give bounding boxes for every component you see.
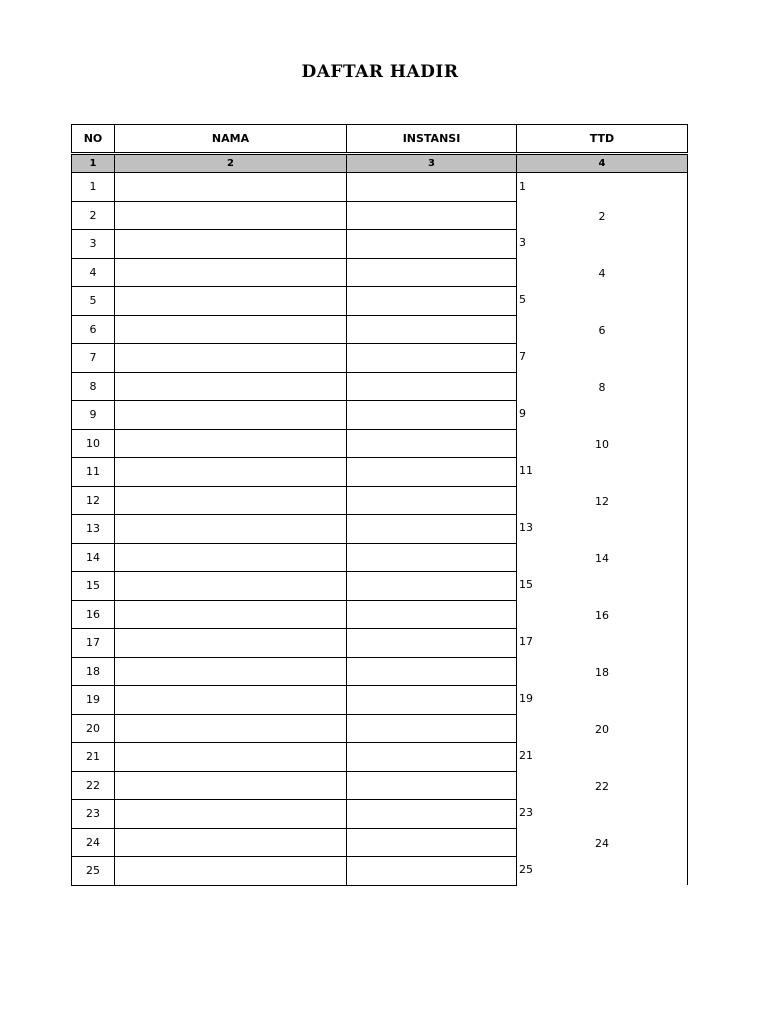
instansi-cell[interactable] xyxy=(347,572,517,601)
table-row xyxy=(72,486,688,515)
instansi-cell[interactable] xyxy=(347,629,517,658)
nama-cell[interactable] xyxy=(115,287,347,316)
instansi-cell[interactable] xyxy=(347,315,517,344)
row-number: 1 xyxy=(72,173,115,202)
column-number: 4 xyxy=(517,154,688,173)
row-number: 13 xyxy=(72,515,115,544)
ttd-cell[interactable] xyxy=(517,315,688,344)
row-number: 2 xyxy=(72,201,115,230)
instansi-cell[interactable] xyxy=(347,458,517,487)
table-row xyxy=(72,714,688,743)
nama-cell[interactable] xyxy=(115,686,347,715)
table-row xyxy=(72,515,688,544)
ttd-cell[interactable] xyxy=(517,230,688,259)
instansi-cell[interactable] xyxy=(347,258,517,287)
ttd-cell[interactable] xyxy=(517,258,688,287)
table-body xyxy=(72,173,688,886)
ttd-cell[interactable] xyxy=(517,572,688,601)
ttd-cell[interactable] xyxy=(517,429,688,458)
row-number: 7 xyxy=(72,344,115,373)
ttd-number: 23 xyxy=(519,806,533,820)
instansi-cell[interactable] xyxy=(347,486,517,515)
table-row xyxy=(72,743,688,772)
row-number: 22 xyxy=(72,771,115,800)
instansi-cell[interactable] xyxy=(347,543,517,572)
nama-cell[interactable] xyxy=(115,372,347,401)
table-row xyxy=(72,429,688,458)
nama-cell[interactable] xyxy=(115,344,347,373)
instansi-cell[interactable] xyxy=(347,714,517,743)
instansi-cell[interactable] xyxy=(347,201,517,230)
nama-cell[interactable] xyxy=(115,230,347,259)
ttd-cell[interactable] xyxy=(517,686,688,715)
table-row xyxy=(72,458,688,487)
table-row xyxy=(72,401,688,430)
instansi-cell[interactable] xyxy=(347,515,517,544)
ttd-number: 11 xyxy=(519,464,533,478)
row-number: 25 xyxy=(72,857,115,886)
ttd-cell[interactable] xyxy=(517,828,688,857)
ttd-number: 19 xyxy=(519,692,533,706)
header-ttd: TTD xyxy=(517,125,688,154)
ttd-number: 4 xyxy=(598,266,606,280)
nama-cell[interactable] xyxy=(115,401,347,430)
nama-cell[interactable] xyxy=(115,572,347,601)
ttd-cell[interactable] xyxy=(517,800,688,829)
column-number: 3 xyxy=(347,154,517,173)
row-number: 3 xyxy=(72,230,115,259)
ttd-number: 25 xyxy=(519,863,533,877)
nama-cell[interactable] xyxy=(115,828,347,857)
table-row xyxy=(72,771,688,800)
ttd-number: 14 xyxy=(595,551,609,565)
row-number: 16 xyxy=(72,600,115,629)
ttd-cell[interactable] xyxy=(517,600,688,629)
row-number: 8 xyxy=(72,372,115,401)
table-row xyxy=(72,344,688,373)
row-number: 12 xyxy=(72,486,115,515)
instansi-cell[interactable] xyxy=(347,771,517,800)
table-row xyxy=(72,287,688,316)
table-row xyxy=(72,173,688,202)
ttd-number: 8 xyxy=(598,380,606,394)
ttd-number: 13 xyxy=(519,521,533,535)
ttd-number: 17 xyxy=(519,635,533,649)
row-number: 14 xyxy=(72,543,115,572)
ttd-number: 9 xyxy=(519,407,526,421)
ttd-cell[interactable] xyxy=(517,714,688,743)
nama-cell[interactable] xyxy=(115,429,347,458)
nama-cell[interactable] xyxy=(115,486,347,515)
row-number: 9 xyxy=(72,401,115,430)
ttd-number: 12 xyxy=(595,494,609,508)
nama-cell[interactable] xyxy=(115,458,347,487)
ttd-cell[interactable] xyxy=(517,458,688,487)
table-row xyxy=(72,543,688,572)
nama-cell[interactable] xyxy=(115,800,347,829)
attendance-table xyxy=(71,124,688,886)
table-row xyxy=(72,686,688,715)
instansi-cell[interactable] xyxy=(347,173,517,202)
ttd-cell[interactable] xyxy=(517,372,688,401)
table-row xyxy=(72,600,688,629)
nama-cell[interactable] xyxy=(115,657,347,686)
ttd-number: 16 xyxy=(595,608,609,622)
ttd-number: 10 xyxy=(595,437,609,451)
table-row xyxy=(72,800,688,829)
ttd-number: 6 xyxy=(598,323,606,337)
ttd-cell[interactable] xyxy=(517,743,688,772)
instansi-cell[interactable] xyxy=(347,600,517,629)
ttd-number: 20 xyxy=(595,722,609,736)
header-instansi: INSTANSI xyxy=(347,125,517,154)
instansi-cell[interactable] xyxy=(347,230,517,259)
row-number: 5 xyxy=(72,287,115,316)
nama-cell[interactable] xyxy=(115,857,347,886)
instansi-cell[interactable] xyxy=(347,372,517,401)
instansi-cell[interactable] xyxy=(347,287,517,316)
table-row xyxy=(72,828,688,857)
document-title: DAFTAR HADIR xyxy=(301,62,459,82)
nama-cell[interactable] xyxy=(115,315,347,344)
row-number: 23 xyxy=(72,800,115,829)
instansi-cell[interactable] xyxy=(347,401,517,430)
ttd-cell[interactable] xyxy=(517,173,688,202)
ttd-number: 2 xyxy=(598,209,606,223)
nama-cell[interactable] xyxy=(115,743,347,772)
ttd-cell[interactable] xyxy=(517,857,688,886)
ttd-number: 24 xyxy=(595,836,609,850)
row-number: 4 xyxy=(72,258,115,287)
instansi-cell[interactable] xyxy=(347,344,517,373)
nama-cell[interactable] xyxy=(115,771,347,800)
nama-cell[interactable] xyxy=(115,173,347,202)
row-number: 21 xyxy=(72,743,115,772)
ttd-number: 22 xyxy=(595,779,609,793)
header-no: NO xyxy=(72,125,115,154)
instansi-cell[interactable] xyxy=(347,429,517,458)
instansi-cell[interactable] xyxy=(347,828,517,857)
nama-cell[interactable] xyxy=(115,201,347,230)
ttd-number: 5 xyxy=(519,293,526,307)
table-row xyxy=(72,230,688,259)
ttd-cell[interactable] xyxy=(517,344,688,373)
ttd-number: 21 xyxy=(519,749,533,763)
instansi-cell[interactable] xyxy=(347,686,517,715)
table-row xyxy=(72,258,688,287)
table-row xyxy=(72,315,688,344)
row-number: 6 xyxy=(72,315,115,344)
header-row xyxy=(72,125,688,154)
nama-cell[interactable] xyxy=(115,714,347,743)
ttd-cell[interactable] xyxy=(517,201,688,230)
ttd-cell[interactable] xyxy=(517,287,688,316)
nama-cell[interactable] xyxy=(115,600,347,629)
ttd-cell[interactable] xyxy=(517,486,688,515)
row-number: 10 xyxy=(72,429,115,458)
ttd-number: 15 xyxy=(519,578,533,592)
row-number: 17 xyxy=(72,629,115,658)
column-number: 2 xyxy=(115,154,347,173)
ttd-cell[interactable] xyxy=(517,629,688,658)
row-number: 11 xyxy=(72,458,115,487)
row-number: 15 xyxy=(72,572,115,601)
instansi-cell[interactable] xyxy=(347,743,517,772)
row-number: 19 xyxy=(72,686,115,715)
ttd-cell[interactable] xyxy=(517,771,688,800)
instansi-cell[interactable] xyxy=(347,857,517,886)
instansi-cell[interactable] xyxy=(347,657,517,686)
row-number: 24 xyxy=(72,828,115,857)
table-row xyxy=(72,201,688,230)
column-number: 1 xyxy=(72,154,115,173)
ttd-number: 1 xyxy=(519,179,526,193)
column-number-row xyxy=(72,154,688,173)
table-row xyxy=(72,572,688,601)
ttd-number: 3 xyxy=(519,236,526,250)
ttd-cell[interactable] xyxy=(517,543,688,572)
table-row xyxy=(72,372,688,401)
nama-cell[interactable] xyxy=(115,543,347,572)
ttd-cell[interactable] xyxy=(517,657,688,686)
nama-cell[interactable] xyxy=(115,515,347,544)
instansi-cell[interactable] xyxy=(347,800,517,829)
ttd-number: 18 xyxy=(595,665,609,679)
ttd-cell[interactable] xyxy=(517,401,688,430)
ttd-cell[interactable] xyxy=(517,515,688,544)
table-row xyxy=(72,629,688,658)
nama-cell[interactable] xyxy=(115,629,347,658)
ttd-number: 7 xyxy=(519,350,526,364)
row-number: 20 xyxy=(72,714,115,743)
table-row xyxy=(72,657,688,686)
table-row xyxy=(72,857,688,886)
nama-cell[interactable] xyxy=(115,258,347,287)
row-number: 18 xyxy=(72,657,115,686)
header-nama: NAMA xyxy=(115,125,347,154)
